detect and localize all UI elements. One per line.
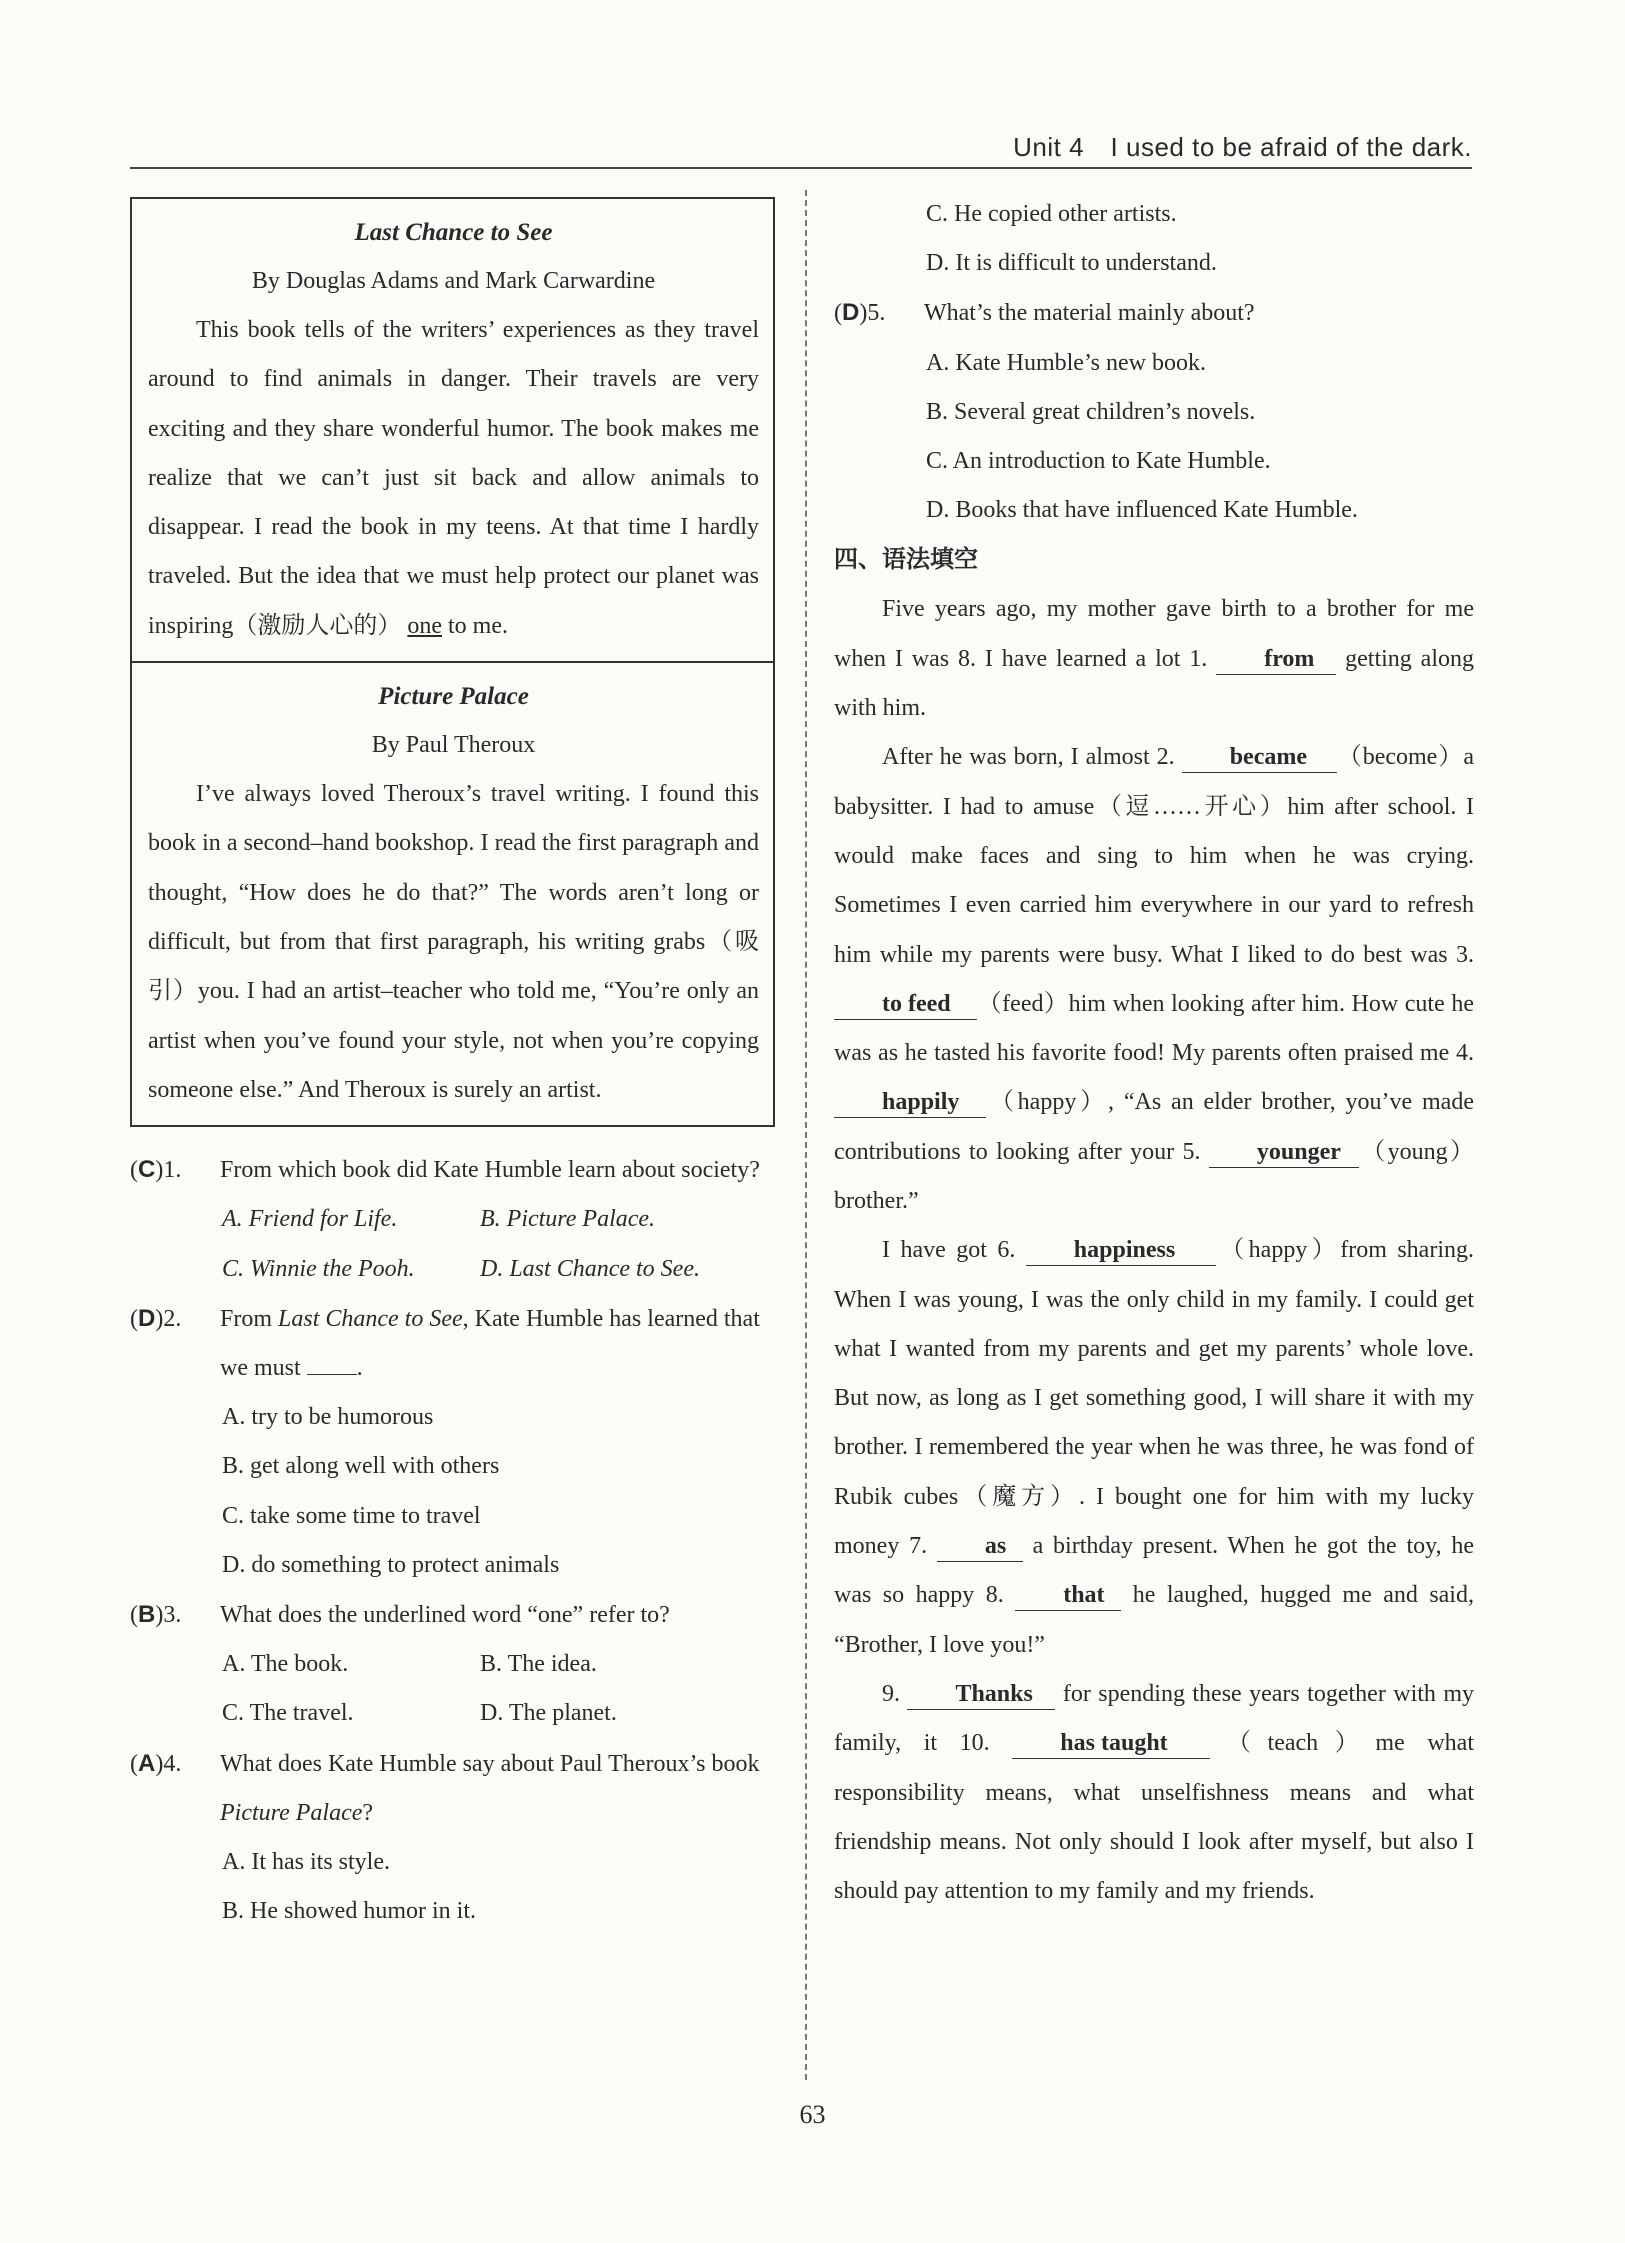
section-heading: 四、语法填空 [834,546,978,574]
page-number: 63 [799,2100,826,2129]
answer-letter: D [842,299,860,327]
option-c: C. He copied other artists. [926,201,1177,227]
option-a: A. Kate Humble’s new book. [926,349,1206,376]
option-c: C. An introduction to Kate Humble. [926,448,1271,475]
option-d: D. Books that have influenced Kate Humble. [926,497,1358,524]
book-author: By Douglas Adams and Mark Carwardine [251,268,656,294]
answer-letter: C [138,1156,156,1184]
question-text: What’s the material mainly about? [924,300,1255,327]
option-a: A. It has its style. [222,1849,390,1875]
answer-5: younger [1209,1137,1359,1168]
option-d: D. It is difficult to understand. [926,250,1217,277]
book-author: By Paul Theroux [371,732,536,759]
option-c: C. The travel. [222,1700,354,1727]
right-column [834,190,1474,1916]
option-b: B. He showed humor in it. [222,1898,476,1925]
answer-9: Thanks [907,1679,1055,1710]
answer-10: has taught [1012,1728,1210,1759]
answer-3: to feed [834,989,977,1020]
book-description: I’ve always loved Theroux’s travel writing. I found this book in a second–hand bookshop. I read the first paragraph and thought, “How does he do that?” The words aren’t long or difficult, but from that first paragraph, his writing grabs（吸引）you. I had an artist–teacher who told me, “You’re only an artist when you’ve found your style, not when you’re copying someone else.” And Theroux is surely an artist. [148,781,759,1103]
column-divider [805,190,807,2080]
options-row [130,1245,775,1294]
option-a: A. The book. [222,1651,349,1678]
question-2: (D)2. From Last Chance to See, Kate Humble has learned that we must . [130,1304,760,1381]
question-5: (D)5. What’s the material mainly about? [834,299,1255,327]
answer-7: as [937,1531,1023,1562]
book-title: Last Chance to See [354,219,553,246]
description-end: to me. [442,612,508,639]
page-header [130,125,1472,169]
option-b: B. Several great children’s novels. [926,398,1256,425]
answer-8: that [1015,1580,1121,1611]
passage-paragraph-3: I have got 6. happiness （happy）from sharing. When I was young, I was the only child in my family. I could get what I wanted from my parents and get my parents’ whole love. But now, as long as I get something good, I will share it with my brother. I remembered the year when he was three, he was fond of Rubik cubes（魔方）. I bought one for him with my lucky money 7. as a birthday present. When he got the toy, he was so happy 8. that he laughed, hugged me and said, “Brother, I love you!” [834,1237,1474,1658]
option-b: B. get along well with others [222,1453,500,1480]
option-b: B. Picture Palace. [480,1206,656,1233]
question-4: (A)4. What does Kate Humble say about Paul Theroux’s book Picture Palace? [130,1749,760,1826]
option-a: A. Friend for Life. [222,1206,398,1233]
answer-2: became [1182,742,1337,773]
question-text: From which book did Kate Humble learn about society? [220,1157,760,1184]
answer-letter: A [138,1749,156,1777]
book-box-last-chance [130,197,775,663]
option-d: D. do something to protect animals [222,1551,560,1578]
answer-blank [307,1374,357,1375]
answer-1: from [1216,644,1336,675]
book-box-picture-palace [130,663,775,1127]
option-b: B. The idea. [480,1651,597,1678]
answer-letter: D [138,1304,156,1332]
answer-6: happiness [1026,1235,1216,1266]
passage-paragraph-2: After he was born, I almost 2. became （become）a babysitter. I had to amuse（逗……开心）him after school. I would make faces and sing to him when he was crying. Sometimes I even carried him everywhere in our yard to refresh him while my parents were busy. What I liked to do best was 3. to feed （feed）him when looking after him. How cute he was as he tasted his favorite food! My parents often praised me 4. happily （happy）, “As an elder brother, you’ve made contributions to looking after your 5. younger （young）brother.” [834,744,1475,1214]
option-d: D. Last Chance to See. [480,1255,700,1282]
option-c: C. Winnie the Pooh. [222,1255,415,1282]
option-c: C. take some time to travel [222,1502,481,1529]
book-title-ref: Last Chance to See [278,1305,463,1332]
description-text: This book tells of the writers’ experiences as they travel around to find animals in danger. Their travels are very exciting and they share wonderful humor. The book makes me realize that we can’t just sit back and allow animals to disappear. I read the book in my teens. At that time I hardly traveled. But the idea that we must help protect our planet was inspiring（激励人心的） [148,317,759,639]
book-description [148,306,759,651]
options-row [130,1640,775,1689]
options-row [130,1689,775,1738]
question-3: (B)3. What does the underlined word “one” refer to? [130,1600,670,1628]
passage-paragraph-4: 9. Thanks for spending these years together with my family, it 10. has taught （teach）me what responsibility means, what unselfishness means and what friendship means. Not only should I look after myself, but also I should pay attention to my family and my friends. [834,1680,1475,1905]
option-a: A. try to be humorous [222,1404,434,1431]
left-column [130,197,775,1936]
book-title-ref: Picture Palace [220,1799,363,1826]
option-d: D. The planet. [480,1700,617,1727]
options-row [130,1195,775,1244]
answer-letter: B [138,1600,156,1628]
underlined-word: one [407,612,442,639]
book-title: Picture Palace [378,683,529,711]
passage-paragraph-1: Five years ago, my mother gave birth to a brother for me when I was 8. I have learned a lot 1. from getting along with him. [834,596,1474,722]
unit-title: Unit 4 I used to be afraid of the dark. [1013,132,1472,162]
answer-4: happily [834,1087,986,1118]
question-text: What does the underlined word “one” refer to? [220,1601,670,1628]
question-1: (C)1. From which book did Kate Humble learn about society? [130,1156,760,1184]
